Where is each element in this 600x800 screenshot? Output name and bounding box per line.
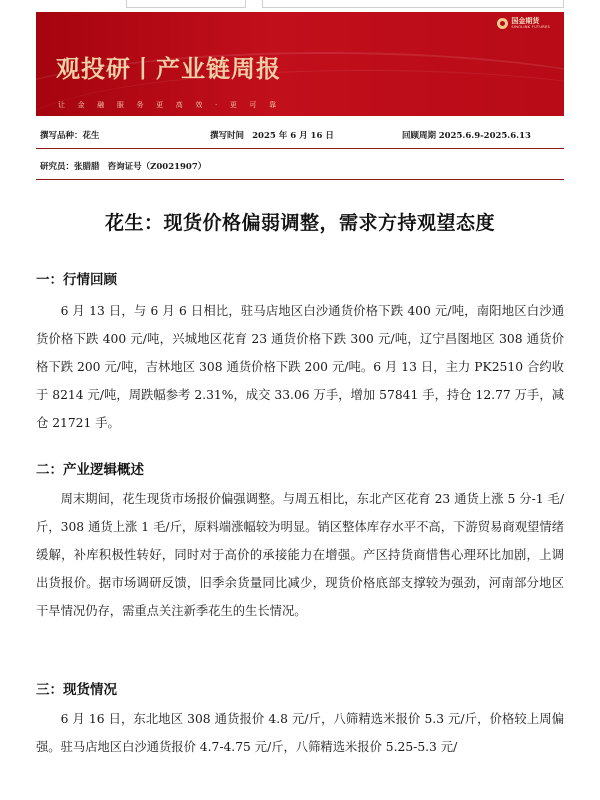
period-meta [402,129,531,141]
date-meta [210,129,334,141]
section-paragraph: 6 月 16 日，东北地区 308 通货报价 4.8 元/斤，八筛精选米报价 5.3 元/斤，价格较上周偏强。驻马店地区白沙通货报价 4.7-4.75 元/斤，八筛精选米报价 5.25-5.3 元/ [36,712,564,754]
section-paragraph: 6 月 13 日，与 6 月 6 日相比，驻马店地区白沙通货价格下跌 400 元/吨，南阳地区白沙通货价格下跌 400 元/吨，兴城地区花育 23 通货价格下跌 300 元/吨，辽宁昌图地区 308 通货价格下跌 200 元/吨，吉林地区 308 通货价格下跌 200 元/吨。6 月 13 日，主力 PK2510 合约收于 8214 元/吨，周跌幅参考 2.31%，成交 33.06 万手，增加 57841 手，持仓 12.77 万手，减仓 21721 手。 [36,304,564,430]
divider [36,148,564,149]
period-value: 2025.6.9-2025.6.13 [438,131,531,141]
page-top-edge [0,0,600,10]
divider [36,179,564,180]
section-heading: 三：现货情况 [36,682,117,698]
logo-text: 国金期货 [511,17,540,25]
period-label: 回顾周期 [402,131,437,141]
document-title: 花生：现货价格偏弱调整，需求方持观望态度 [104,212,495,234]
company-logo [497,18,550,30]
variety-label: 撰写品种： [40,131,83,141]
researcher-label: 研究员： [40,162,75,172]
banner-title: 观投研丨产业链周报 [56,55,281,83]
cert-label: 咨询证号 [107,162,142,172]
section-heading: 一：行情回顾 [36,272,117,288]
date-value: 2025 年 6 月 16 日 [252,131,334,141]
header-box-left [126,0,246,8]
section-heading: 二：产业逻辑概述 [36,462,144,478]
cert-value: （Z0021907） [141,162,207,172]
date-label: 撰写时间 [210,131,245,141]
report-banner [36,12,564,116]
logo-icon [497,18,508,29]
variety-meta [40,129,100,141]
researcher-name: 张腊腊 [74,162,100,172]
logo-text-en: SINOLINK FUTURES [511,25,550,29]
variety-value: 花生 [82,131,100,141]
researcher-meta [40,160,206,172]
section-paragraph: 周末期间，花生现货市场报价偏强调整。与周五相比，东北产区花育 23 通货上涨 5 分-1 毛/斤，308 通货上涨 1 毛/斤，原料端涨幅较为明显。销区整体库存水平不高，下游贸易商观望情绪缓解，补库积极性转好，同时对于高价的承接能力在增强。产区持货商惜售心理环比加剧，上调出货报价。据市场调研反馈，旧季余货量同比减少，现货价格底部支撑较为强劲，河南部分地区干旱情况仍存，需重点关注新季花生的生长情况。 [36,492,564,618]
header-box-right [262,0,564,8]
banner-slogan: 让 金 融 服 务 更 高 效 · 更 可 靠 [58,101,282,109]
